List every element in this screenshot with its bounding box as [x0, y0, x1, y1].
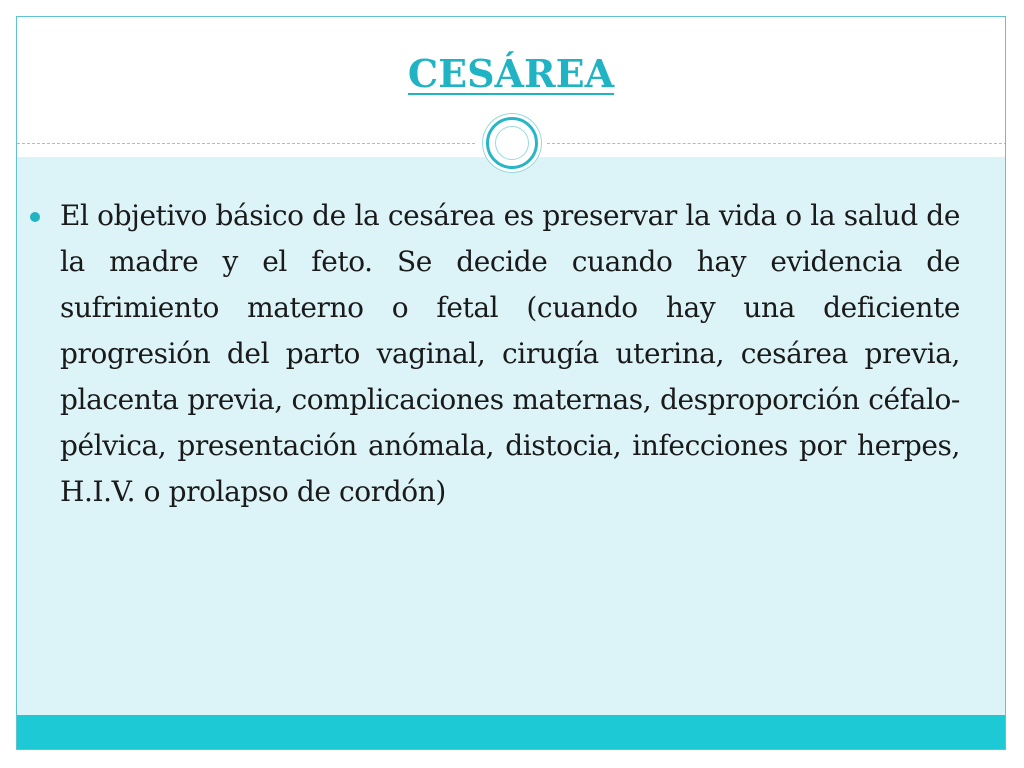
slide-content	[28, 193, 960, 515]
circle-ring-inner	[495, 126, 529, 160]
dot-bullet-icon	[30, 212, 40, 222]
header-divider-left	[17, 143, 475, 144]
header-divider-right	[547, 143, 1006, 144]
circle-ring-icon	[486, 117, 538, 169]
slide-title: CESÁREA	[407, 51, 615, 96]
bullet-text: El objetivo básico de la cesárea es preservar la vida o la salud de la madre y el feto. Se decide cuando hay evidencia de sufrimiento materno o fetal (cuando hay una deficiente progresión del parto vaginal, cirugía uterina, cesárea previa, placenta previa, complicaciones maternas, desproporción céfalo-pélvica, presentación anómala, distocia, infecciones por herpes, H.I.V. o prolapso de cordón)	[60, 199, 960, 508]
footer-bar	[17, 715, 1005, 750]
bullet-item	[28, 193, 960, 515]
